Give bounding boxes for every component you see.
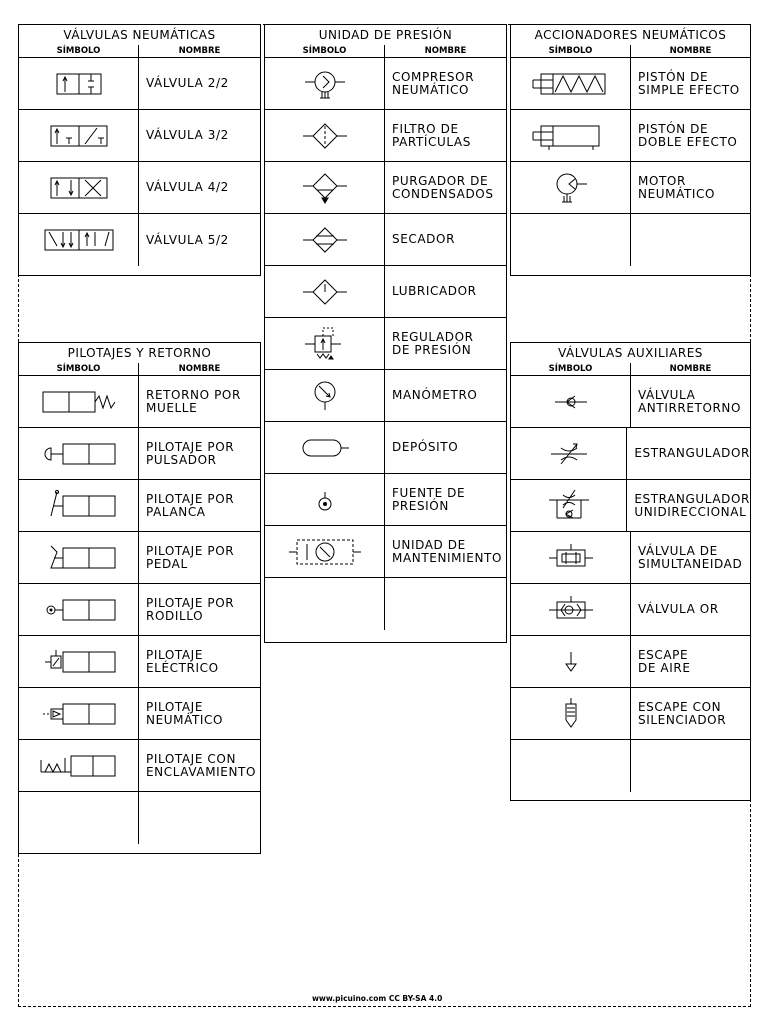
single-acting-piston-symbol: [531, 64, 611, 104]
unidad-presion-table: [264, 24, 507, 643]
row-name: VÁLVULA DE SIMULTANEIDAD: [638, 543, 743, 571]
table-row: [19, 688, 260, 740]
row-name: ESCAPE CON SILENCIADOR: [638, 699, 727, 727]
row-name: COMPRESOR NEUMÁTICO: [392, 69, 475, 97]
table-row: [265, 162, 506, 214]
table-row: [265, 318, 506, 370]
row-name: [631, 740, 750, 792]
table-row: [265, 474, 506, 526]
row-name: ESCAPE DE AIRE: [638, 647, 691, 675]
valve-22-symbol: [39, 64, 119, 104]
col-name: NOMBRE: [178, 364, 221, 374]
auxiliares-table: [510, 342, 751, 801]
table-row: [511, 214, 750, 266]
table-title: UNIDAD DE PRESIÓN: [318, 28, 453, 42]
row-name: [631, 214, 750, 266]
table-row: [19, 792, 260, 844]
col-symbol: SÍMBOLO: [265, 45, 385, 57]
row-name: LUBRICADOR: [392, 284, 477, 298]
particle-filter-symbol: [285, 116, 365, 156]
table-row: [19, 214, 260, 266]
table-row: [511, 636, 750, 688]
maintenance-unit-symbol: [285, 532, 365, 572]
table-title: VÁLVULAS AUXILIARES: [558, 346, 703, 360]
lubricator-symbol: [285, 272, 365, 312]
row-name: ESTRANGULADOR UNIDIRECCIONAL: [634, 491, 750, 519]
table-row: [511, 110, 750, 162]
table-row: [511, 162, 750, 214]
air-exhaust-symbol: [531, 642, 611, 682]
table-row: [265, 58, 506, 110]
table-row: [19, 740, 260, 792]
manometer-symbol: [285, 376, 365, 416]
row-name: PILOTAJE POR PEDAL: [146, 543, 235, 571]
row-name: VÁLVULA OR: [638, 602, 719, 616]
table-row: [19, 480, 260, 532]
table-row: [511, 376, 750, 428]
table-row: [511, 58, 750, 110]
table-title: PILOTAJES Y RETORNO: [67, 346, 212, 360]
row-name: MOTOR NEUMÁTICO: [638, 173, 716, 201]
row-name: PILOTAJE ELÉCTRICO: [146, 647, 219, 675]
table-title: ACCIONADORES NEUMÁTICOS: [534, 28, 727, 42]
pneumatic-motor-symbol: [531, 168, 611, 208]
pilotajes-table: [18, 342, 261, 854]
col-name: NOMBRE: [178, 46, 221, 56]
row-name: RETORNO POR MUELLE: [146, 387, 241, 415]
row-name: PISTÓN DE SIMPLE EFECTO: [638, 69, 740, 97]
or-valve-symbol: [531, 590, 611, 630]
drain-symbol: [285, 168, 365, 208]
one-way-throttle-symbol: [529, 486, 609, 526]
electric-symbol: [39, 642, 119, 682]
table-row: [19, 584, 260, 636]
table-row: [19, 428, 260, 480]
row-name: PILOTAJE POR RODILLO: [146, 595, 235, 623]
table-row: [511, 480, 750, 532]
footer-credit: www.picuino.com CC BY-SA 4.0: [312, 994, 443, 1003]
row-name: PILOTAJE POR PULSADOR: [146, 439, 235, 467]
table-row: [265, 526, 506, 578]
row-name: PILOTAJE POR PALANCA: [146, 491, 235, 519]
row-name: MANÓMETRO: [392, 388, 478, 402]
table-row: [19, 532, 260, 584]
table-row: [265, 266, 506, 318]
row-name: VÁLVULA 4/2: [146, 180, 229, 194]
row-name: [139, 792, 260, 844]
compressor-symbol: [285, 64, 365, 104]
table-row: [511, 584, 750, 636]
pedal-symbol: [39, 538, 119, 578]
valve-52-symbol: [39, 220, 119, 260]
roller-symbol: [39, 590, 119, 630]
table-row: [265, 110, 506, 162]
table-row: [19, 58, 260, 110]
col-symbol: SÍMBOLO: [19, 45, 139, 57]
row-name: ESTRANGULADOR: [634, 446, 750, 460]
table-row: [19, 376, 260, 428]
table-row: [265, 422, 506, 474]
row-name: FUENTE DE PRESIÓN: [392, 485, 466, 513]
simultaneity-valve-symbol: [531, 538, 611, 578]
table-title: VÁLVULAS NEUMÁTICAS: [63, 28, 216, 42]
col-symbol: SÍMBOLO: [19, 363, 139, 375]
col-symbol: SÍMBOLO: [511, 45, 631, 57]
row-name: DEPÓSITO: [392, 440, 459, 454]
col-name: NOMBRE: [669, 46, 712, 56]
row-name: REGULADOR DE PRESIÓN: [392, 329, 474, 357]
spring-return-symbol: [39, 382, 119, 422]
tank-symbol: [285, 428, 365, 468]
row-name: [385, 578, 506, 630]
row-name: VÁLVULA 3/2: [146, 128, 229, 142]
dryer-symbol: [285, 220, 365, 260]
push-button-symbol: [39, 434, 119, 474]
table-row: [265, 214, 506, 266]
throttle-symbol: [529, 434, 609, 474]
check-valve-symbol: [531, 382, 611, 422]
pneumatic-pilot-symbol: [39, 694, 119, 734]
table-row: [19, 162, 260, 214]
valve-42-symbol: [39, 168, 119, 208]
valve-32-symbol: [39, 116, 119, 156]
table-row: [511, 532, 750, 584]
row-name: VÁLVULA 5/2: [146, 232, 229, 247]
col-symbol: SÍMBOLO: [511, 363, 631, 375]
table-row: [511, 428, 750, 480]
table-row: [265, 370, 506, 422]
row-name: VÁLVULA 2/2: [146, 76, 229, 90]
row-name: VÁLVULA ANTIRRETORNO: [638, 387, 742, 415]
valvulas-neumaticas-table: [18, 24, 261, 276]
row-name: PURGADOR DE CONDENSADOS: [392, 173, 494, 201]
row-name: SECADOR: [392, 232, 456, 246]
detent-symbol: [39, 746, 119, 786]
pressure-regulator-symbol: [285, 324, 365, 364]
col-name: NOMBRE: [669, 364, 712, 374]
row-name: PILOTAJE NEUMÁTICO: [146, 699, 224, 727]
table-row: [19, 636, 260, 688]
row-name: PILOTAJE CON ENCLAVAMIENTO: [146, 751, 257, 779]
col-name: NOMBRE: [424, 46, 467, 56]
row-name: PISTÓN DE DOBLE EFECTO: [638, 121, 738, 149]
row-name: UNIDAD DE MANTENIMIENTO: [392, 537, 502, 565]
table-row: [511, 740, 750, 792]
table-row: [265, 578, 506, 630]
double-acting-piston-symbol: [531, 116, 611, 156]
pressure-source-symbol: [285, 480, 365, 520]
table-row: [511, 688, 750, 740]
row-name: FILTRO DE PARTÍCULAS: [392, 121, 471, 149]
silencer-symbol: [531, 694, 611, 734]
accionadores-table: [510, 24, 751, 276]
lever-symbol: [39, 486, 119, 526]
table-row: [19, 110, 260, 162]
